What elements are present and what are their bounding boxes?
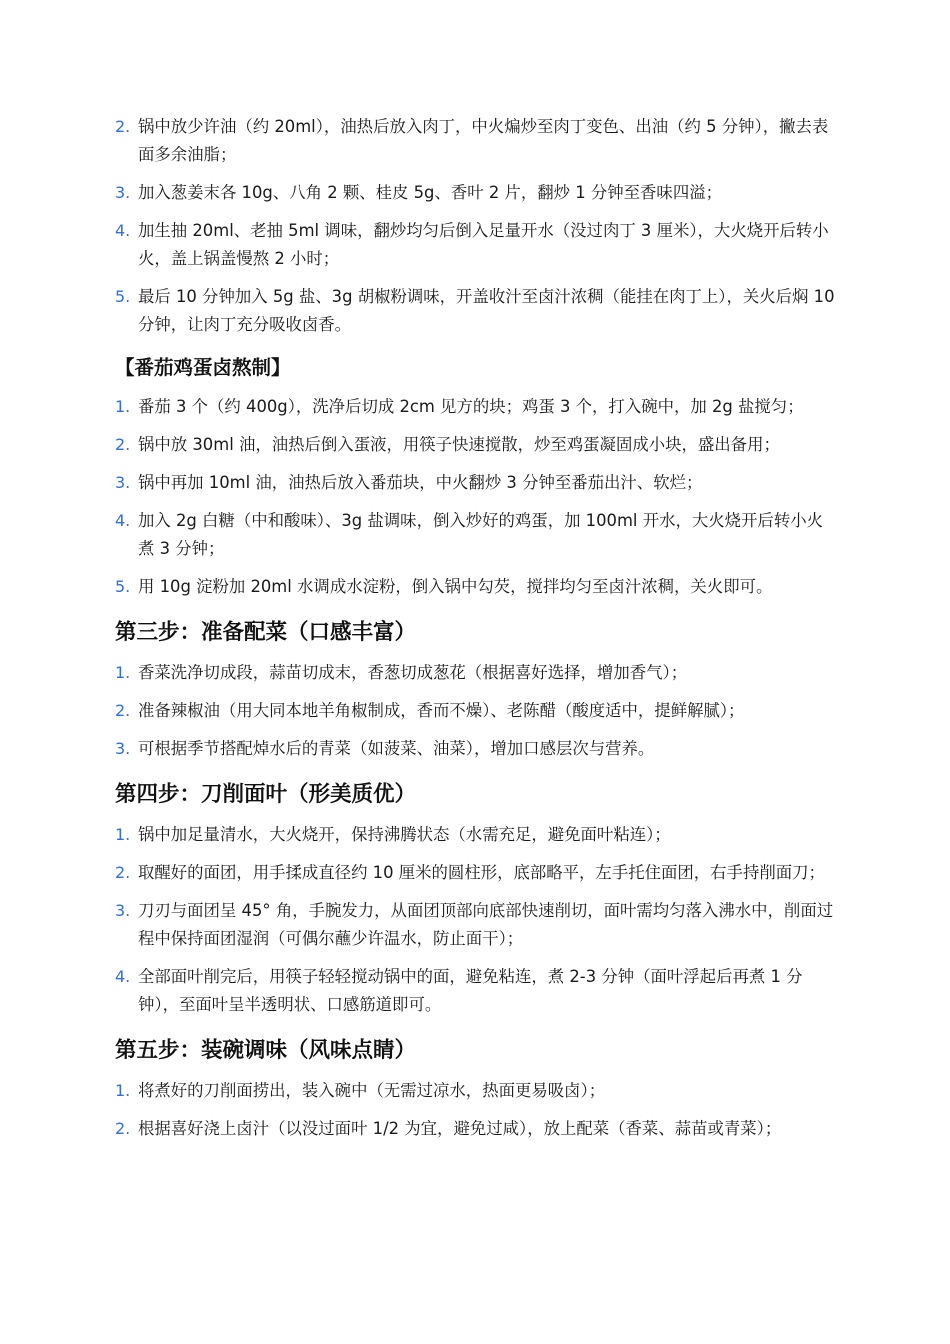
list-text: 根据喜好浇上卤汁（以没过面叶 1/2 为宜，避免过咸），放上配菜（香菜、蒜苗或青菜）； bbox=[138, 1119, 782, 1138]
list-text: 全部面叶削完后，用筷子轻轻搅动锅中的面，避免粘连，煮 2-3 分钟（面叶浮起后再煮 1 分钟），至面叶呈半透明状、口感筋道即可。 bbox=[138, 967, 803, 1014]
step3-list bbox=[115, 659, 837, 763]
step4-heading: 第四步：刀削面叶（形美质优） bbox=[115, 782, 417, 807]
list-number: 1. bbox=[115, 1081, 131, 1100]
list-text: 可根据季节搭配焯水后的青菜（如菠菜、油菜），增加口感层次与营养。 bbox=[138, 739, 655, 758]
list-text: 香菜洗净切成段，蒜苗切成末，香葱切成葱花（根据喜好选择，增加香气）； bbox=[138, 663, 688, 682]
list-item bbox=[115, 897, 837, 953]
list-number: 2. bbox=[115, 1119, 131, 1138]
step3-heading: 第三步：准备配菜（口感丰富） bbox=[115, 620, 417, 645]
list-item bbox=[115, 659, 837, 687]
list-item bbox=[115, 859, 837, 887]
list-number: 4. bbox=[115, 967, 131, 986]
tomato-egg-steps-list bbox=[115, 393, 837, 601]
list-text: 刀刃与面团呈 45° 角，手腕发力，从面团顶部向底部快速削切，面叶需均匀落入沸水中，削面过程中保持面团湿润（可偶尔蘸少许温水，防止面干）； bbox=[138, 901, 834, 948]
list-number: 3. bbox=[115, 183, 131, 202]
list-item bbox=[115, 217, 837, 273]
list-number: 1. bbox=[115, 663, 131, 682]
list-text: 将煮好的刀削面捞出，装入碗中（无需过凉水，热面更易吸卤）； bbox=[138, 1081, 606, 1100]
list-text: 加入 2g 白糖（中和酸味）、3g 盐调味，倒入炒好的鸡蛋，加 100ml 开水，大火烧开后转小火煮 3 分钟； bbox=[138, 511, 823, 558]
list-item bbox=[115, 821, 837, 849]
list-item bbox=[115, 963, 837, 1019]
list-number: 3. bbox=[115, 901, 131, 920]
list-number: 1. bbox=[115, 397, 131, 416]
list-item bbox=[115, 507, 837, 563]
list-text: 锅中再加 10ml 油，油热后放入番茄块，中火翻炒 3 分钟至番茄出汁、软烂； bbox=[138, 473, 703, 492]
list-item bbox=[115, 735, 837, 763]
list-text: 取醒好的面团，用手揉成直径约 10 厘米的圆柱形，底部略平，左手托住面团，右手持削面刀； bbox=[138, 863, 825, 882]
list-number: 2. bbox=[115, 701, 131, 720]
list-number: 5. bbox=[115, 287, 131, 306]
step5-list bbox=[115, 1077, 837, 1143]
list-item bbox=[115, 1115, 837, 1143]
list-number: 3. bbox=[115, 473, 131, 492]
list-text: 锅中放少许油（约 20ml），油热后放入肉丁，中火煸炒至肉丁变色、出油（约 5 分钟），撇去表面多余油脂； bbox=[138, 117, 829, 164]
list-text: 用 10g 淀粉加 20ml 水调成水淀粉，倒入锅中勾芡，搅拌均匀至卤汁浓稠，关火即可。 bbox=[138, 577, 773, 596]
list-text: 锅中加足量清水，大火烧开，保持沸腾状态（水需充足，避免面叶粘连）； bbox=[138, 825, 671, 844]
list-number: 2. bbox=[115, 863, 131, 882]
list-number: 5. bbox=[115, 577, 131, 596]
document-content bbox=[115, 113, 837, 1153]
list-item bbox=[115, 697, 837, 725]
list-item bbox=[115, 283, 837, 339]
list-number: 2. bbox=[115, 117, 131, 136]
list-item bbox=[115, 179, 837, 207]
list-number: 4. bbox=[115, 511, 131, 530]
list-item bbox=[115, 573, 837, 601]
tomato-egg-sauce-heading: 【番茄鸡蛋卤熬制】 bbox=[115, 356, 291, 379]
meat-sauce-steps-list bbox=[115, 113, 837, 339]
list-item bbox=[115, 431, 837, 459]
list-number: 2. bbox=[115, 435, 131, 454]
list-text: 加入葱姜末各 10g、八角 2 颗、桂皮 5g、香叶 2 片，翻炒 1 分钟至香味四溢； bbox=[138, 183, 722, 202]
list-text: 最后 10 分钟加入 5g 盐、3g 胡椒粉调味，开盖收汁至卤汁浓稠（能挂在肉丁上），关火后焖 10 分钟，让肉丁充分吸收卤香。 bbox=[138, 287, 835, 334]
step5-heading: 第五步：装碗调味（风味点睛） bbox=[115, 1038, 417, 1063]
list-number: 4. bbox=[115, 221, 131, 240]
list-item bbox=[115, 1077, 837, 1105]
list-text: 锅中放 30ml 油，油热后倒入蛋液，用筷子快速搅散，炒至鸡蛋凝固成小块，盛出备用； bbox=[138, 435, 780, 454]
list-text: 番茄 3 个（约 400g），洗净后切成 2cm 见方的块；鸡蛋 3 个，打入碗中，加 2g 盐搅匀； bbox=[138, 397, 804, 416]
list-number: 1. bbox=[115, 825, 131, 844]
step4-list bbox=[115, 821, 837, 1019]
list-item bbox=[115, 393, 837, 421]
list-text: 加生抽 20ml、老抽 5ml 调味，翻炒均匀后倒入足量开水（没过肉丁 3 厘米），大火烧开后转小火，盖上锅盖慢熬 2 小时； bbox=[138, 221, 829, 268]
list-number: 3. bbox=[115, 739, 131, 758]
list-item bbox=[115, 469, 837, 497]
list-item bbox=[115, 113, 837, 169]
list-text: 准备辣椒油（用大同本地羊角椒制成，香而不燥）、老陈醋（酸度适中，提鲜解腻）； bbox=[138, 701, 745, 720]
